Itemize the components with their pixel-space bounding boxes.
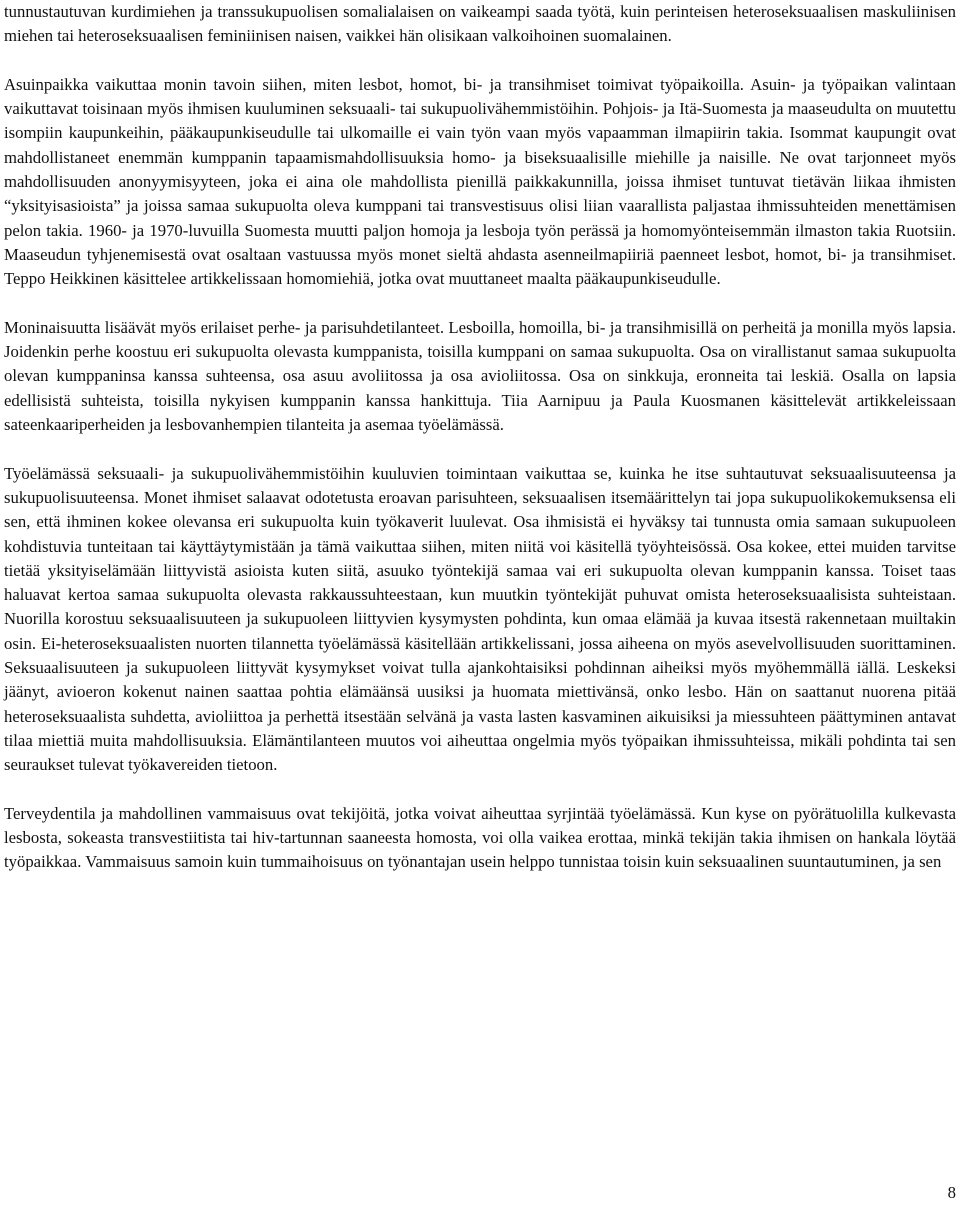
paragraph-working-life: Työelämässä seksuaali- ja sukupuolivähemmistöihin kuuluvien toimintaan vaikuttaa se, kuinka he itse suhtautuvat seksuaalisuuteensa ja sukupuolisuuteensa. Monet ihmiset salaavat odotetusta eroavan parisuhteen, seksuaalisen itsemäärittelyn tai jopa sukupuolikokemuksensa eli sen, että ihminen kokee olevansa eri sukupuolta kuin työkaverit luulevat. Osa ihmisistä ei hyväksy tai tunnusta omia samaan sukupuoleen kohdistuvia tunteitaan tai käyttäytymistään ja tämä vaikuttaa siihen, miten niitä voi käsitellä työyhteisössä. Osa kokee, ettei muiden tarvitse tietää yksityiselämään liittyvistä asioista kuten siitä, asuuko työntekijä samaa vai eri sukupuolta olevan kumppanin kanssa. Toiset taas haluavat kertoa samaa sukupuolta olevasta rakkaussuhteestaan, kun muutkin työntekijät puhuvat omista heteroseksuaalisista suhteistaan. Nuorilla korostuu seksuaalisuuteen ja sukupuoleen liittyvien kysymysten pohdinta, kun omaa elämää ja kuvaa itsestä rakennetaan muiltakin osin. Ei-heteroseksuaalisten nuorten tilannetta työelämässä käsitellään artikkelissani, jossa aiheena on myös asevelvollisuuden suorittaminen. Seksuaalisuuteen ja sukupuoleen liittyvät kysymykset voivat tulla ajankohtaisiksi pohdinnan aiheiksi myös myöhemmällä iällä. Leskeksi jäänyt, avioeron kokenut nainen saattaa pohtia elämäänsä uusiksi ja huomata miettivänsä, onko lesbo. Hän on saattanut nuorena pitää heteroseksuaalista suhdetta, avioliittoa ja perhettä itsestään selvänä ja vasta lasten kasvaminen aikuisiksi ja miessuhteen päättyminen antavat tilaa miettiä muita mahdollisuuksia. Elämäntilanteen muutos voi aiheuttaa ongelmia myös työpaikan ihmissuhteissa, mikäli pohdinta tai sen seuraukset tulevat työkavereiden tietoon. xyxy=(4,463,956,775)
page-number: 8 xyxy=(947,1183,956,1202)
paragraph-intro-continuation: tunnustautuvan kurdimiehen ja transsukupuolisen somalialaisen on vaikeampi saada työtä, kuin perinteisen heteroseksuaalisen maskuliinisen miehen tai heteroseksuaalisen feminiinisen naisen, vaikkei hän olisikaan valkoihoinen suomalainen. xyxy=(4,2,956,46)
document-page xyxy=(4,0,956,875)
paragraph-health-disability: Terveydentila ja mahdollinen vammaisuus ovat tekijöitä, jotka voivat aiheuttaa syrjintää työelämässä. Kun kyse on pyörätuolilla kulkevasta lesbosta, sokeasta transvestiitista tai hiv-tartunnan saaneesta homosta, voi olla vaikea erottaa, minkä tekijän takia ihmisen on hankala löytää työpaikkaa. Vammaisuus samoin kuin tummaihoisuus on työnantajan usein helppo tunnistaa toisin kuin seksuaalinen suuntautuminen, ja sen xyxy=(4,803,956,872)
paragraph-residence: Asuinpaikka vaikuttaa monin tavoin siihen, miten lesbot, homot, bi- ja transihmiset toimivat työpaikoilla. Asuin- ja työpaikan valintaan vaikuttavat toisinaan myös ihmisen kuuluminen seksuaali- tai sukupuolivähemmistöihin. Pohjois- ja Itä-Suomesta ja maaseudulta on muutettu isompiin kaupunkeihin, pääkaupunkiseudulle tai ulkomaille ei vain työn vaan myös vapaamman ilmapiirin takia. Isommat kaupungit ovat mahdollistaneet enemmän kumppanin tapaamismahdollisuuksia homo- ja biseksuaalisille miehille ja naisille. Ne ovat tarjonneet myös mahdollisuuden anonyymisyyteen, joka ei aina ole mahdollista pienillä paikkakunnilla, joissa ihmiset tuntuvat tietävän liikaa ihmisten “yksityisasioista” ja joissa samaa sukupuolta oleva kumppani tai transvestisuus olisi liian vaarallista paljastaa ihmissuhteiden menettämisen pelon takia. 1960- ja 1970-luvuilla Suomesta muutti paljon homoja ja lesboja työn perässä ja homomyönteisemmän ilmaston takia Ruotsiin. Maaseudun tyhjenemisestä ovat osaltaan vastuussa myös monet sieltä ahdasta asenneilmapiiriä paenneet lesbot, homot, bi- ja transihmiset. Teppo Heikkinen käsittelee artikkelissaan homomiehiä, jotka ovat muuttaneet maalta pääkaupunkiseudulle. xyxy=(4,74,956,289)
paragraph-families: Moninaisuutta lisäävät myös erilaiset perhe- ja parisuhdetilanteet. Lesboilla, homoilla, bi- ja transihmisillä on perheitä ja monilla myös lapsia. Joidenkin perhe koostuu eri sukupuolta olevasta kumppanista, toisilla kumppani on samaa sukupuolta. Osa on virallistanut samaa sukupuolta olevan kumppaninsa kanssa suhteensa, osa asuu avoliitossa ja osa avioliitossa. Osa on sinkkuja, eronneita tai leskiä. Osalla on lapsia edellisistä suhteista, toisilla nykyisen kumppanin kanssa hankittuja. Tiia Aarnipuu ja Paula Kuosmanen käsittelevät artikkeleissaan sateenkaariperheiden ja lesbovanhempien tilanteita ja asemaa työelämässä. xyxy=(4,317,956,435)
